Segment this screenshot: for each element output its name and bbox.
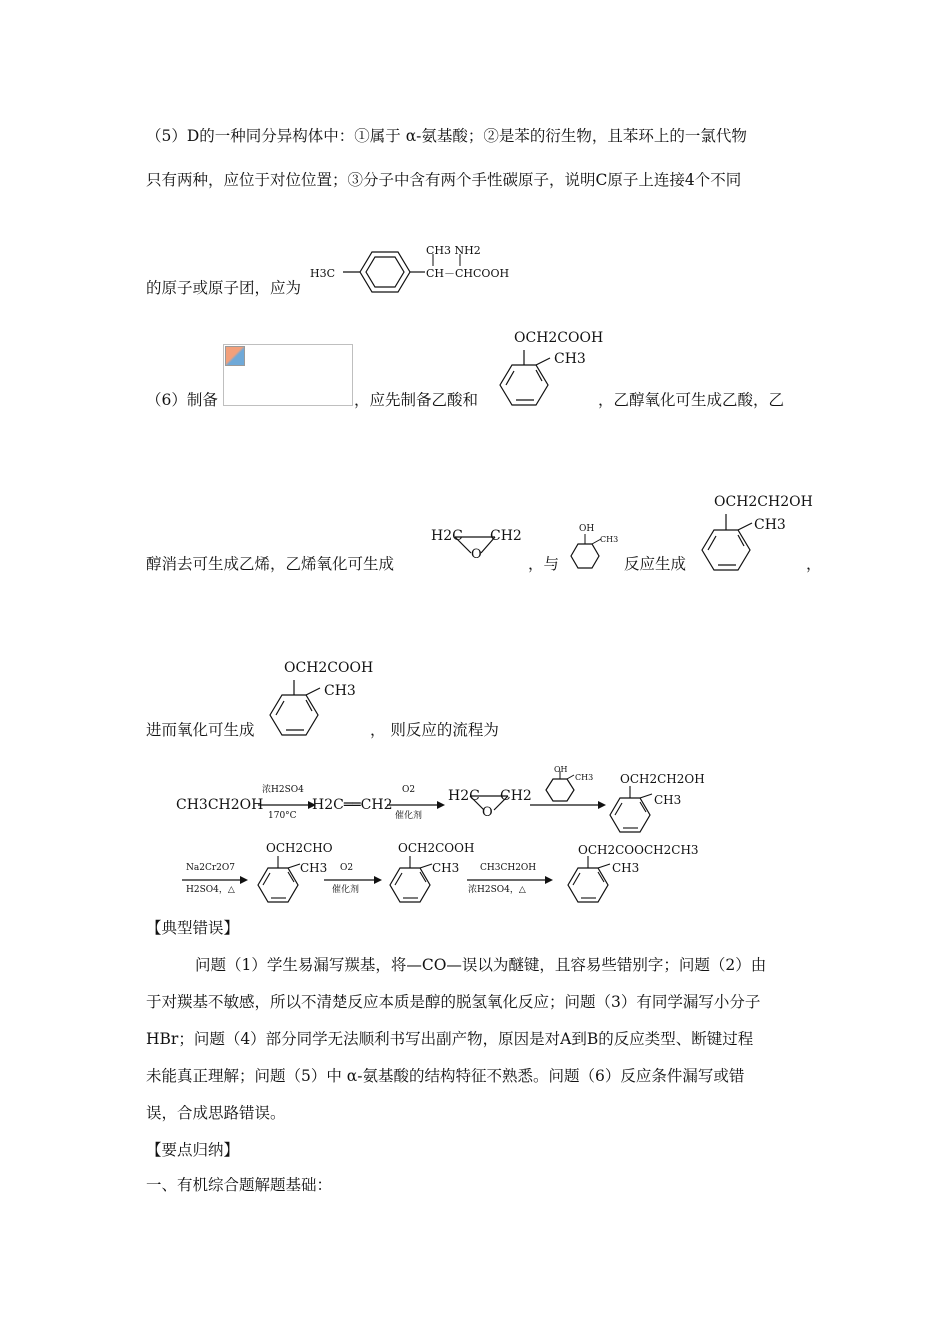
- och2cooh-1-label: OCH2COOH: [514, 330, 604, 346]
- ch3-6-label: CH3: [432, 861, 460, 875]
- och2cooh-2-label: OCH2COOH: [284, 660, 374, 676]
- o-cresol-1-ch3: CH3: [600, 535, 619, 544]
- flow-arrow-3-oh: OH: [554, 765, 568, 774]
- flow-start: CH3CH2OH: [176, 797, 264, 813]
- ch3-7-label: CH3: [612, 861, 640, 875]
- struct-d-ch3nh2: CH3 NH2: [426, 244, 481, 257]
- broken-image-placeholder: [223, 344, 353, 406]
- epoxide-2-h2c: H2C: [448, 788, 480, 804]
- och2cho-label: OCH2CHO: [266, 841, 333, 855]
- line-b-b: ，与: [528, 555, 560, 573]
- errors-line4: 未能真正理解；问题（5）中 α-氨基酸的结构特征不熟悉。问题（6）反应条件漏写或错: [146, 1067, 745, 1085]
- line-b-a: 醇消去可生成乙烯，乙烯氧化可生成: [146, 555, 395, 573]
- broken-image-icon: [225, 346, 245, 366]
- p6-tail: ，乙醇氧化可生成乙酸，乙: [598, 391, 785, 409]
- p5-line3: 的原子或原子团，应为: [146, 279, 302, 297]
- flow-arrow-1-top: 浓H2SO4: [262, 785, 304, 795]
- ch3-3-label: CH3: [324, 683, 356, 699]
- p5-line1: （5）D的一种同分异构体中：①属于 α-氨基酸；②是苯的衍生物，且苯环上的一氯代物: [146, 127, 747, 145]
- epoxide-1-h2c: H2C: [431, 528, 463, 544]
- epoxide-1-ch2: CH2: [490, 528, 522, 544]
- flow-arrow-2-top: O2: [402, 785, 416, 795]
- errors-line5: 误，合成思路错误。: [146, 1104, 286, 1122]
- och2cooet-label: OCH2COOCH2CH3: [578, 843, 699, 857]
- epoxide-2-o: O: [482, 805, 493, 820]
- line-b-c: 反应生成: [624, 555, 687, 573]
- flow-ethylene: H2C══CH2: [312, 797, 393, 813]
- och2ch2oh-2-label: OCH2CH2OH: [620, 772, 705, 786]
- epoxide-1-o: O: [471, 547, 482, 562]
- summary-line1: 一、有机综合题解题基础：: [146, 1176, 333, 1194]
- och2cooh-3-label: OCH2COOH: [398, 841, 475, 855]
- errors-line3: HBr；问题（4）部分同学无法顺利书写出副产物，原因是对A到B的反应类型、断键过程: [146, 1030, 754, 1048]
- o-cresol-1-oh: OH: [579, 524, 595, 534]
- flow-arrow-6-top: CH3CH2OH: [480, 863, 537, 873]
- struct-d-chain: CH－CHCOOH: [426, 267, 510, 280]
- flow-arrow-5-bot: 催化剂: [332, 885, 360, 895]
- flow-arrow-4-top: Na2Cr2O7: [186, 863, 235, 873]
- flow-arrow-2-bot: 催化剂: [395, 811, 423, 821]
- errors-line2: 于对羰基不敏感，所以不清楚反应本质是醇的脱氢氧化反应；问题（3）有同学漏写小分子: [146, 993, 761, 1011]
- ch3-2-label: CH3: [754, 517, 786, 533]
- ch3-4-label: CH3: [654, 793, 682, 807]
- errors-line1: 问题（1）学生易漏写羰基，将—CO—误以为醚键，且容易些错别字；问题（2）由: [195, 956, 767, 974]
- line-b-d: ，: [806, 555, 822, 573]
- ch3-1-label: CH3: [554, 351, 586, 367]
- flow-arrow-3: [528, 795, 608, 815]
- ch3-5-label: CH3: [300, 861, 328, 875]
- summary-heading: 【要点归纳】: [146, 1141, 240, 1159]
- flow-arrow-3-ch3: CH3: [575, 773, 594, 782]
- p6-mid: ，应先制备乙酸和: [354, 391, 479, 409]
- p5-line2: 只有两种，应位于对位位置；③分子中含有两个手性碳原子，说明C原子上连接4个不同: [146, 171, 742, 189]
- flow-arrow-5-top: O2: [340, 863, 354, 873]
- struct-d-h3c: H3C: [310, 267, 336, 280]
- flow-arrow-4-bot: H2SO4，△: [186, 885, 235, 895]
- line-c-b: ， 则反应的流程为: [370, 721, 499, 739]
- errors-heading: 【典型错误】: [146, 919, 240, 937]
- flow-arrow-6-bot: 浓H2SO4，△: [468, 885, 526, 895]
- p6-lead: （6）制备: [146, 391, 218, 409]
- och2ch2oh-1-label: OCH2CH2OH: [714, 494, 813, 510]
- flow-arrow-1-bot: 170°C: [268, 811, 297, 821]
- epoxide-2-ch2: CH2: [500, 788, 532, 804]
- line-c-a: 进而氧化可生成: [146, 721, 255, 739]
- structure-o-cresol-1: [565, 520, 625, 570]
